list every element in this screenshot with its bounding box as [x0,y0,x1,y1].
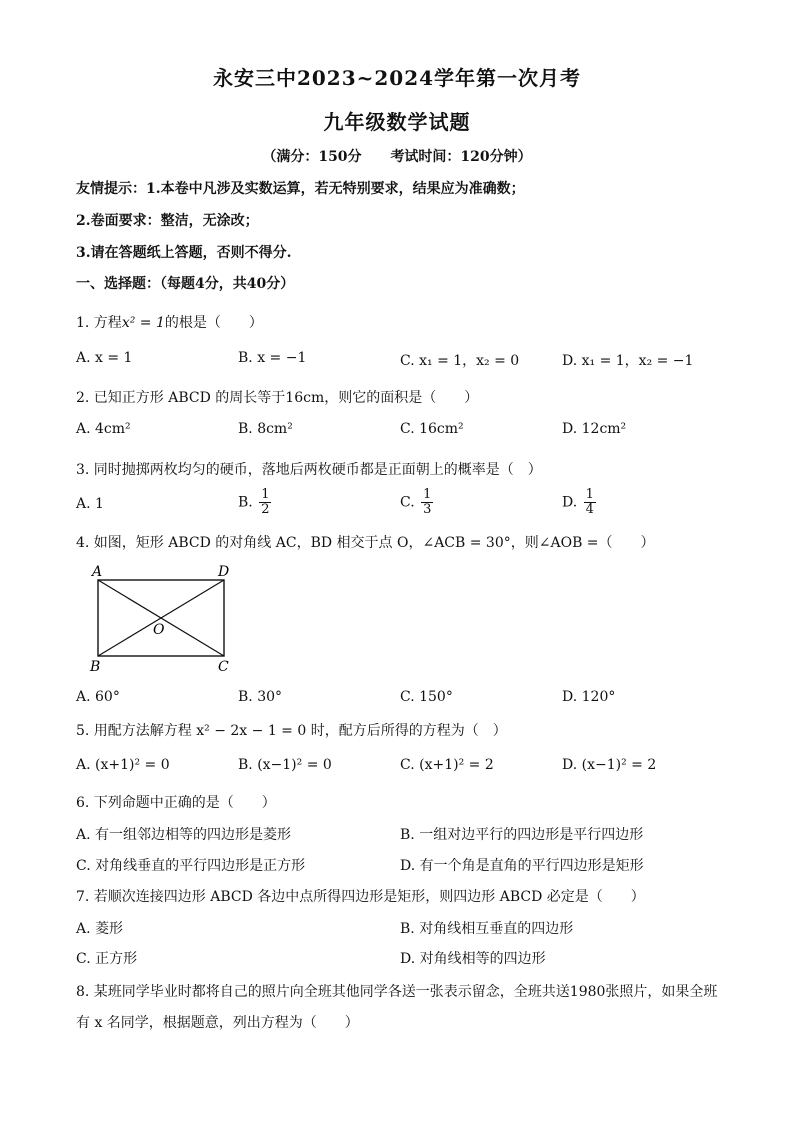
q6-option-a: A. 有一组邻边相等的四边形是菱形 [76,827,292,843]
q7-option-b: B. 对角线相互垂直的四边形 [400,921,574,937]
fraction: $\frac{1}{3}$ [423,487,432,517]
question-8-stem-line-2: 有 x 名同学，根据题意，列出方程为（ ） [76,1015,359,1031]
fraction: $\frac{1}{2}$ [261,487,270,517]
note-line-1: 友情提示：1.本卷中凡涉及实数运算，若无特别要求，结果应为准确数； [76,181,525,197]
q6-option-d: D. 有一个角是直角的平行四边形是矩形 [400,858,644,874]
q5-option-a: A. (x+1)² = 0 [76,757,170,773]
q3-option-b: B. $\frac{1}{2}$ [238,487,270,517]
fraction: $\frac{1}{4}$ [585,487,594,517]
question-5-stem: 5. 用配方法解方程 x² − 2x − 1 = 0 时，配方后所得的方程为（ ） [76,723,507,739]
q7-option-d: D. 对角线相等的四边形 [400,951,546,967]
rectangle-figure [84,560,244,675]
q2-option-d: D. 12cm² [562,421,627,437]
section-heading: 一、选择题：（每题4分，共40分） [76,276,295,292]
q4-option-a: A. 60° [76,689,120,705]
q3-option-c: C. $\frac{1}{3}$ [400,487,432,517]
q5-option-d: D. (x−1)² = 2 [562,757,657,773]
q4-option-c: C. 150° [400,689,453,705]
equation: x² = 1 [121,315,165,331]
q5-option-b: B. (x−1)² = 0 [238,757,332,773]
exam-title: 永安三中2023~2024学年第一次月考 [212,66,582,90]
q6-option-c: C. 对角线垂直的平行四边形是正方形 [76,858,306,874]
note-line-2: 2.卷面要求：整洁，无涂改； [76,213,259,229]
label-b: B [90,659,101,675]
q1-option-c: C. x₁ = 1，x₂ = 0 [400,353,520,369]
question-7-stem: 7. 若顺次连接四边形 ABCD 各边中点所得四边形是矩形，则四边形 ABCD 必定是（ ） [76,889,645,905]
q6-option-b: B. 一组对边平行的四边形是平行四边形 [400,827,644,843]
q2-option-b: B. 8cm² [238,421,293,437]
q7-option-c: C. 正方形 [76,951,138,967]
q2-option-a: A. 4cm² [76,421,131,437]
label-c: C [218,659,229,675]
q3-option-d: D. $\frac{1}{4}$ [562,487,594,517]
label-d: D [218,564,230,580]
time-info: 考试时间：120分钟） [390,149,532,165]
question-3-stem: 3. 同时抛掷两枚均匀的硬币，落地后两枚硬币都是正面朝上的概率是（ ） [76,462,542,478]
q3-option-a: A. 1 [76,496,104,512]
note-line-3: 3.请在答题纸上答题，否则不得分. [76,245,292,261]
q7-option-a: A. 菱形 [76,921,124,937]
exam-info [0,146,794,166]
question-2-stem: 2. 已知正方形 ABCD 的周长等于16cm，则它的面积是（ ） [76,390,479,406]
q1-option-a: A. x = 1 [76,350,133,366]
question-4-stem: 4. 如图，矩形 ABCD 的对角线 AC，BD 相交于点 O，∠ACB = 30°，则∠AOB =（ ） [76,535,655,551]
question-8-stem-line-1: 8. 某班同学毕业时都将自己的照片向全班其他同学各送一张表示留念，全班共送1980张照片，如果全班 [76,984,718,1000]
q1-option-b: B. x = −1 [238,350,307,366]
q5-option-c: C. (x+1)² = 2 [400,757,494,773]
q4-option-d: D. 120° [562,689,616,705]
exam-subtitle: 九年级数学试题 [323,110,471,134]
question-6-stem: 6. 下列命题中正确的是（ ） [76,795,276,811]
label-a: A [92,564,103,580]
q1-option-d: D. x₁ = 1，x₂ = −1 [562,353,694,369]
label-o: O [153,622,165,638]
question-1-stem: 1. 方程x² = 1的根是（ ） [76,315,263,331]
q4-option-b: B. 30° [238,689,283,705]
score-info: （满分：150分 [262,149,362,165]
q2-option-c: C. 16cm² [400,421,464,437]
